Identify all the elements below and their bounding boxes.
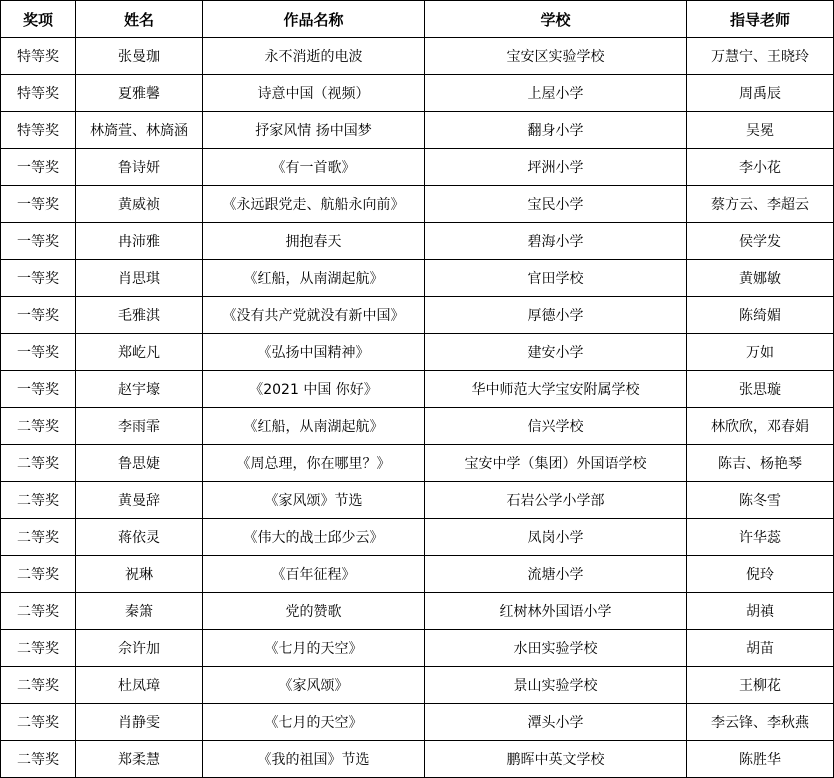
award-cell: 二等奖 <box>1 593 76 630</box>
award-cell: 特等奖 <box>1 38 76 75</box>
table-row <box>1 445 834 482</box>
school-cell: 碧海小学 <box>425 223 687 260</box>
school-cell: 建安小学 <box>425 334 687 371</box>
teacher-cell: 陈冬雪 <box>687 482 834 519</box>
work-title-cell: 《永远跟党走、航船永向前》 <box>203 186 425 223</box>
student-name-cell: 毛雅淇 <box>76 297 203 334</box>
table-row <box>1 482 834 519</box>
award-cell: 特等奖 <box>1 75 76 112</box>
student-name-cell: 郑屹凡 <box>76 334 203 371</box>
work-title-cell: 《2021 中国 你好》 <box>203 371 425 408</box>
teacher-cell: 许华蕊 <box>687 519 834 556</box>
teacher-cell: 张思璇 <box>687 371 834 408</box>
table-row <box>1 667 834 704</box>
work-title-cell: 《没有共产党就没有新中国》 <box>203 297 425 334</box>
work-title-cell: 《我的祖国》节选 <box>203 741 425 778</box>
table-row <box>1 149 834 186</box>
student-name-cell: 黄威祯 <box>76 186 203 223</box>
student-name-cell: 夏雅馨 <box>76 75 203 112</box>
header-row <box>1 1 834 38</box>
work-title-cell: 《有一首歌》 <box>203 149 425 186</box>
work-title-cell: 永不消逝的电波 <box>203 38 425 75</box>
school-cell: 景山实验学校 <box>425 667 687 704</box>
table-row <box>1 408 834 445</box>
school-cell: 宝安区实验学校 <box>425 38 687 75</box>
student-name-cell: 杜凤璋 <box>76 667 203 704</box>
work-title-cell: 诗意中国（视频） <box>203 75 425 112</box>
teacher-cell: 万如 <box>687 334 834 371</box>
school-cell: 翻身小学 <box>425 112 687 149</box>
student-name-cell: 林旖萱、林旖涵 <box>76 112 203 149</box>
student-name-cell: 肖思琪 <box>76 260 203 297</box>
table-row <box>1 223 834 260</box>
student-name-cell: 佘许加 <box>76 630 203 667</box>
work-title-cell: 党的赞歌 <box>203 593 425 630</box>
teacher-cell: 胡禛 <box>687 593 834 630</box>
award-cell: 二等奖 <box>1 482 76 519</box>
work-title-cell: 《家风颂》节选 <box>203 482 425 519</box>
school-cell: 鹏晖中英文学校 <box>425 741 687 778</box>
table-row <box>1 630 834 667</box>
header-work-title: 作品名称 <box>203 1 425 38</box>
school-cell: 坪洲小学 <box>425 149 687 186</box>
student-name-cell: 赵宇壕 <box>76 371 203 408</box>
school-cell: 流塘小学 <box>425 556 687 593</box>
school-cell: 华中师范大学宝安附属学校 <box>425 371 687 408</box>
award-cell: 一等奖 <box>1 297 76 334</box>
header-award: 奖项 <box>1 1 76 38</box>
award-cell: 二等奖 <box>1 630 76 667</box>
school-cell: 宝安中学（集团）外国语学校 <box>425 445 687 482</box>
work-title-cell: 《家风颂》 <box>203 667 425 704</box>
award-cell: 二等奖 <box>1 445 76 482</box>
award-cell: 二等奖 <box>1 741 76 778</box>
student-name-cell: 黄曼辞 <box>76 482 203 519</box>
table-row <box>1 334 834 371</box>
work-title-cell: 《红船，从南湖起航》 <box>203 408 425 445</box>
award-cell: 一等奖 <box>1 223 76 260</box>
award-cell: 一等奖 <box>1 371 76 408</box>
student-name-cell: 冉沛雅 <box>76 223 203 260</box>
student-name-cell: 李雨霏 <box>76 408 203 445</box>
table-row <box>1 741 834 778</box>
teacher-cell: 林欣欣，邓春娟 <box>687 408 834 445</box>
award-cell: 二等奖 <box>1 556 76 593</box>
teacher-cell: 黄娜敏 <box>687 260 834 297</box>
work-title-cell: 《周总理，你在哪里？》 <box>203 445 425 482</box>
award-cell: 一等奖 <box>1 186 76 223</box>
school-cell: 信兴学校 <box>425 408 687 445</box>
school-cell: 水田实验学校 <box>425 630 687 667</box>
student-name-cell: 肖静雯 <box>76 704 203 741</box>
award-cell: 二等奖 <box>1 667 76 704</box>
award-cell: 一等奖 <box>1 260 76 297</box>
table-row <box>1 297 834 334</box>
work-title-cell: 抒家风情 扬中国梦 <box>203 112 425 149</box>
school-cell: 红树林外国语小学 <box>425 593 687 630</box>
school-cell: 潭头小学 <box>425 704 687 741</box>
header-teacher: 指导老师 <box>687 1 834 38</box>
school-cell: 上屋小学 <box>425 75 687 112</box>
award-cell: 特等奖 <box>1 112 76 149</box>
student-name-cell: 蒋依灵 <box>76 519 203 556</box>
table-row <box>1 593 834 630</box>
award-cell: 一等奖 <box>1 149 76 186</box>
table-row <box>1 556 834 593</box>
teacher-cell: 王柳花 <box>687 667 834 704</box>
teacher-cell: 陈绮媚 <box>687 297 834 334</box>
school-cell: 厚德小学 <box>425 297 687 334</box>
teacher-cell: 胡苗 <box>687 630 834 667</box>
student-name-cell: 祝琳 <box>76 556 203 593</box>
work-title-cell: 《七月的天空》 <box>203 704 425 741</box>
table-row <box>1 260 834 297</box>
teacher-cell: 侯学发 <box>687 223 834 260</box>
teacher-cell: 周禹辰 <box>687 75 834 112</box>
teacher-cell: 陈吉、杨艳琴 <box>687 445 834 482</box>
table-row <box>1 186 834 223</box>
table-row <box>1 38 834 75</box>
teacher-cell: 倪玲 <box>687 556 834 593</box>
table-body <box>1 38 834 778</box>
table-row <box>1 704 834 741</box>
teacher-cell: 万慧宁、王晓玲 <box>687 38 834 75</box>
table-row <box>1 371 834 408</box>
award-cell: 二等奖 <box>1 408 76 445</box>
table-row <box>1 75 834 112</box>
work-title-cell: 《七月的天空》 <box>203 630 425 667</box>
student-name-cell: 秦箫 <box>76 593 203 630</box>
table-row <box>1 112 834 149</box>
school-cell: 凤岗小学 <box>425 519 687 556</box>
award-cell: 二等奖 <box>1 704 76 741</box>
work-title-cell: 拥抱春天 <box>203 223 425 260</box>
teacher-cell: 李云锋、李秋燕 <box>687 704 834 741</box>
student-name-cell: 鲁思婕 <box>76 445 203 482</box>
teacher-cell: 李小花 <box>687 149 834 186</box>
header-name: 姓名 <box>76 1 203 38</box>
award-cell: 二等奖 <box>1 519 76 556</box>
work-title-cell: 《百年征程》 <box>203 556 425 593</box>
school-cell: 官田学校 <box>425 260 687 297</box>
table-row <box>1 519 834 556</box>
work-title-cell: 《红船，从南湖起航》 <box>203 260 425 297</box>
school-cell: 石岩公学小学部 <box>425 482 687 519</box>
work-title-cell: 《伟大的战士邱少云》 <box>203 519 425 556</box>
student-name-cell: 鲁诗妍 <box>76 149 203 186</box>
school-cell: 宝民小学 <box>425 186 687 223</box>
teacher-cell: 吴冕 <box>687 112 834 149</box>
student-name-cell: 张曼珈 <box>76 38 203 75</box>
teacher-cell: 蔡方云、李超云 <box>687 186 834 223</box>
header-school: 学校 <box>425 1 687 38</box>
work-title-cell: 《弘扬中国精神》 <box>203 334 425 371</box>
teacher-cell: 陈胜华 <box>687 741 834 778</box>
student-name-cell: 郑柔慧 <box>76 741 203 778</box>
award-cell: 一等奖 <box>1 334 76 371</box>
